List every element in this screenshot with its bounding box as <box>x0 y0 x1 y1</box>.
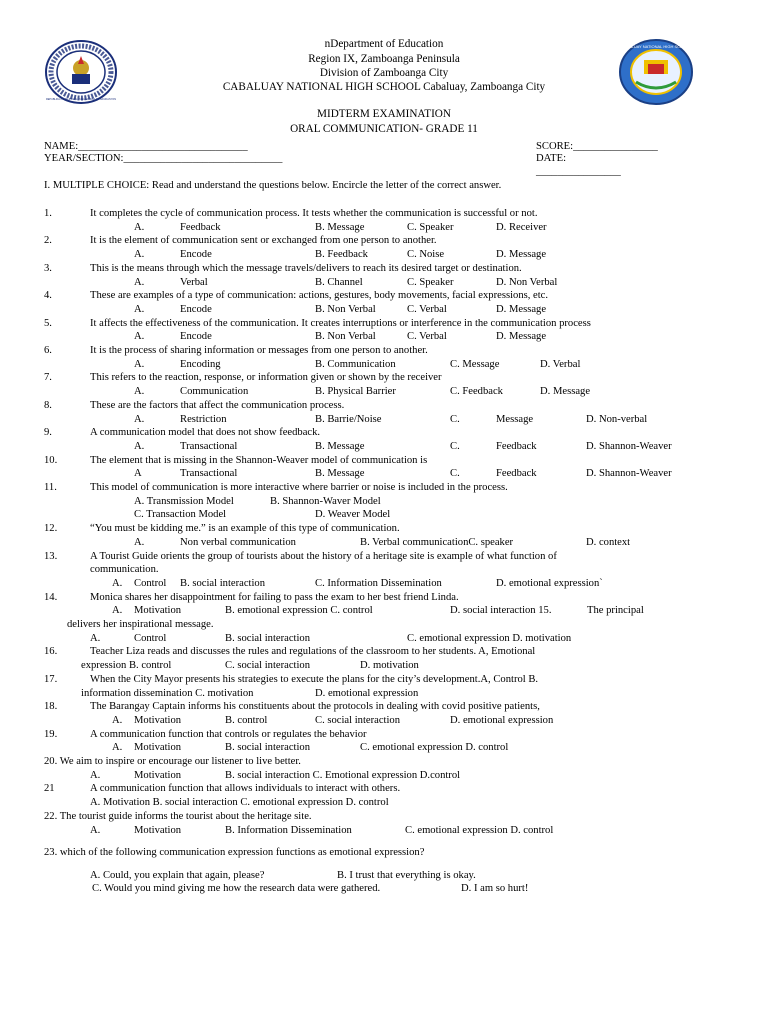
question-number: 14. <box>44 591 58 603</box>
answer-option[interactable]: C. Feedback <box>450 386 503 398</box>
answer-option[interactable]: A. <box>134 221 145 233</box>
answer-option[interactable]: The principal <box>587 605 644 617</box>
question-number: 12. <box>44 523 58 535</box>
instructions: I. MULTIPLE CHOICE: Read and understand the questions below. Encircle the letter of the correct answer. <box>44 180 502 191</box>
answer-option[interactable]: Motivation <box>134 824 182 836</box>
question-number: 22. The tourist guide informs the tourist about the heritage site. <box>44 810 312 822</box>
answer-option[interactable]: C. emotional expression D. motivation <box>407 632 572 644</box>
answer-option[interactable]: B. Feedback <box>315 249 368 261</box>
answer-option[interactable]: A. <box>134 249 145 261</box>
question-text: The element that is missing in the Shannon-Weaver model of communication is <box>90 454 428 466</box>
question-text: It affects the effectiveness of the communication. It creates interruptions or interference in the communication process <box>90 317 591 329</box>
answer-option[interactable]: A. Transmission Model <box>134 495 234 507</box>
exam-subject: ORAL COMMUNICATION- GRADE 11 <box>290 123 478 135</box>
answer-option[interactable]: B. Message <box>315 440 365 452</box>
answer-option[interactable]: D. I am so hurt! <box>461 883 529 895</box>
answer-option[interactable]: B. I trust that everything is okay. <box>337 869 476 881</box>
answer-option[interactable]: Motivation <box>134 605 182 617</box>
answer-option[interactable]: D. emotional expression <box>450 714 554 726</box>
answer-option[interactable]: Encode <box>180 249 212 261</box>
answer-option[interactable]: A <box>134 468 142 480</box>
date-line[interactable]: ________________ <box>536 166 621 177</box>
question-number: 3. <box>44 262 52 274</box>
answer-option[interactable]: B. social interaction C. Emotional expression D.control <box>225 769 461 781</box>
question-text: These are the factors that affect the communication process. <box>90 399 345 411</box>
question-text: Monica shares her disappointment for failing to pass the exam to her best friend Linda. <box>90 591 459 603</box>
question-text: This is the means through which the message travels/delivers to reach its desired target or destination. <box>90 262 522 274</box>
year-section-field[interactable]: YEAR/SECTION:______________________________ <box>44 153 283 164</box>
answer-option[interactable]: B. social interaction <box>180 577 266 589</box>
question-text: A communication function that controls or regulates the behavior <box>90 728 367 740</box>
answer-option[interactable]: A. <box>112 577 123 589</box>
answer-option[interactable]: delivers her inspirational message. <box>67 619 214 630</box>
question-number: 16. <box>44 646 58 658</box>
header-region: Region IX, Zamboanga Peninsula <box>308 53 460 65</box>
answer-option[interactable]: D. Non-verbal <box>586 413 648 425</box>
answer-option[interactable]: C. Verbal <box>407 303 447 315</box>
question-text: When the City Mayor presents his strategies to execute the plans for the city’s development.A, Control B. <box>90 673 539 685</box>
question-number: 11. <box>44 482 57 493</box>
answer-option[interactable]: Control <box>134 577 167 589</box>
answer-option[interactable]: A. <box>134 386 145 398</box>
answer-option[interactable]: A. <box>134 358 145 370</box>
answer-option[interactable]: A. Could, you explain that again, please? <box>90 869 265 881</box>
header-school: CABALUAY NATIONAL HIGH SCHOOL Cabaluay, Zamboanga City <box>222 81 546 93</box>
answer-option[interactable]: C. emotional expression D. control <box>405 824 554 836</box>
question-number: 9. <box>44 427 52 439</box>
exam-title: MIDTERM EXAMINATION <box>317 108 451 120</box>
question-text: A Tourist Guide orients the group of tourists about the history of a heritage site is example of what function of <box>90 550 557 562</box>
answer-option[interactable]: Motivation <box>134 742 182 754</box>
question-number: 19. <box>44 728 58 740</box>
answer-option[interactable]: A. <box>90 632 101 644</box>
header-division: Division of Zamboanga City <box>319 67 449 79</box>
answer-option[interactable]: B. control <box>225 714 268 726</box>
answer-option[interactable]: A. <box>134 536 145 548</box>
answer-option[interactable]: D. Message <box>496 331 547 343</box>
answer-option[interactable]: information dissemination C. motivation <box>81 687 254 699</box>
name-field[interactable]: NAME:________________________________ <box>44 141 248 152</box>
question-text: It completes the cycle of communication process. It tests whether the communication is successful or not. <box>90 208 538 219</box>
answer-option[interactable]: Feedback <box>496 440 537 452</box>
question-text: Teacher Liza reads and discusses the rules and regulations of the classroom to her students. A, Emotional <box>90 646 536 658</box>
answer-option[interactable]: D. Verbal <box>540 358 581 370</box>
answer-option[interactable]: Motivation <box>134 769 182 781</box>
answer-option[interactable]: B. Barrie/Noise <box>315 413 382 425</box>
answer-option[interactable]: B. Information Dissemination <box>225 824 352 836</box>
answer-option[interactable]: Message <box>496 413 534 425</box>
answer-option[interactable]: C. Speaker <box>407 276 454 288</box>
answer-option[interactable]: D. emotional expression` <box>496 577 603 589</box>
answer-option[interactable]: A. <box>112 742 123 754</box>
answer-option[interactable]: Encoding <box>180 358 221 370</box>
answer-option[interactable]: Non verbal communication <box>180 536 296 548</box>
seal-text: REPUBLIKA NG PILIPINAS · KAGAWARAN NG EDUKASYON <box>45 98 117 101</box>
answer-option[interactable]: D. Shannon-Weaver <box>586 440 672 452</box>
answer-option[interactable]: A. <box>134 276 145 288</box>
answer-option[interactable]: D. social interaction 15. <box>450 605 552 617</box>
answer-option[interactable]: A. <box>90 769 101 781</box>
answer-option[interactable]: D. Weaver Model <box>315 509 391 521</box>
answer-option[interactable]: B. Message <box>315 221 365 233</box>
answer-option[interactable]: Transactional <box>180 440 238 452</box>
answer-option[interactable]: C. <box>450 468 460 480</box>
answer-option[interactable]: B. Communication <box>315 358 396 370</box>
answer-option[interactable]: Encode <box>180 303 212 315</box>
answer-option[interactable]: B. Verbal communicationC. speaker <box>360 536 514 548</box>
answer-option[interactable]: Communication <box>180 386 249 398</box>
answer-option[interactable]: D. Message <box>496 303 547 315</box>
score-field[interactable]: SCORE:________________ <box>536 141 658 152</box>
question-number: 1. <box>44 208 52 219</box>
question-text: It is the process of sharing information or messages from one person to another. <box>90 345 428 356</box>
answer-option[interactable]: A. <box>134 303 145 315</box>
answer-option[interactable]: B. social interaction <box>225 632 311 644</box>
answer-option[interactable]: C. <box>450 413 460 425</box>
question-number: 7. <box>44 372 52 384</box>
answer-option[interactable]: Transactional <box>180 468 238 480</box>
answer-option[interactable]: C. social interaction <box>315 714 401 726</box>
answer-option[interactable]: B. Channel <box>315 276 363 288</box>
question-number: 21 <box>44 783 55 795</box>
answer-option[interactable]: B. Message <box>315 468 365 480</box>
answer-option[interactable]: Control <box>134 632 167 644</box>
answer-option[interactable]: D. Message <box>496 249 547 261</box>
question-number: 4. <box>44 290 52 302</box>
answer-option[interactable]: C. Verbal <box>407 331 447 343</box>
seal-text: CABALUAY NATIONAL HIGH SCHOOL <box>620 44 692 49</box>
answer-option[interactable]: B. social interaction <box>225 742 311 754</box>
question-text: It is the element of communication sent or exchanged from one person to another. <box>90 235 437 247</box>
answer-option[interactable]: Feedback <box>496 468 537 480</box>
question-number: 5. <box>44 317 52 329</box>
answer-option[interactable]: Encode <box>180 331 212 343</box>
answer-option[interactable]: D. Non Verbal <box>496 276 558 288</box>
answer-option[interactable]: D. context <box>586 536 631 548</box>
answer-option[interactable]: A. <box>134 440 145 452</box>
answer-option[interactable]: expression B. control <box>81 660 172 672</box>
answer-option[interactable]: communication. <box>90 564 159 576</box>
answer-option[interactable]: C. Information Dissemination <box>315 577 442 589</box>
question-number: 23. which of the following communication expression functions as emotional expression? <box>44 847 425 859</box>
answer-option[interactable]: A. <box>90 824 101 836</box>
answer-option[interactable]: B. Shannon-Waver Model <box>270 495 381 507</box>
answer-option[interactable]: C. emotional expression D. control <box>360 742 509 754</box>
answer-option[interactable]: Restriction <box>180 413 227 425</box>
answer-option[interactable]: B. Physical Barrier <box>315 386 396 398</box>
answer-option[interactable]: C. Would you mind giving me how the research data were gathered. <box>92 883 381 895</box>
question-text: “You must be kidding me.” is an example of this type of communication. <box>90 523 400 535</box>
answer-option[interactable]: A. <box>112 714 123 726</box>
answer-option[interactable]: Verbal <box>180 276 208 288</box>
question-text: This refers to the reaction, response, or information given or shown by the receiver <box>90 372 442 384</box>
answer-option[interactable]: C. Message <box>450 358 500 370</box>
question-number: 10. <box>44 454 58 466</box>
answer-option[interactable]: C. Speaker <box>407 221 454 233</box>
answer-option[interactable]: C. Noise <box>407 249 445 261</box>
answer-option[interactable]: B. Non Verbal <box>315 303 376 315</box>
answer-option[interactable]: A. <box>134 331 145 343</box>
question-text: The Barangay Captain informs his constituents about the protocols in dealing with covid positive patients, <box>90 701 540 713</box>
answer-option[interactable]: A. <box>112 605 123 617</box>
answer-option[interactable]: Motivation <box>134 714 182 726</box>
question-number: 20. We aim to inspire or encourage our listener to live better. <box>44 756 301 767</box>
answer-option[interactable]: D. motivation <box>360 660 419 672</box>
question-number: 6. <box>44 345 52 356</box>
question-number: 2. <box>44 235 52 247</box>
question-text: A communication model that does not show feedback. <box>90 427 321 439</box>
header-department: nDepartment of Education <box>324 38 444 50</box>
question-text: These are examples of a type of communication: actions, gestures, body movements, facial expressions, etc. <box>90 290 549 302</box>
answer-option[interactable]: B. emotional expression C. control <box>225 605 373 617</box>
answer-option[interactable]: D. Receiver <box>496 221 547 233</box>
answer-option[interactable]: B. Non Verbal <box>315 331 376 343</box>
answer-option[interactable]: C. social interaction <box>225 660 311 672</box>
answer-option[interactable]: Feedback <box>180 221 221 233</box>
question-number: 17. <box>44 673 58 685</box>
answer-option[interactable]: C. <box>450 440 460 452</box>
question-number: 8. <box>44 399 52 411</box>
answer-option[interactable]: A. Motivation B. social interaction C. emotional expression D. control <box>90 797 389 809</box>
answer-option[interactable]: D. emotional expression <box>315 687 419 699</box>
question-number: 13. <box>44 550 58 562</box>
question-text: A communication function that allows individuals to interact with others. <box>90 783 401 795</box>
answer-option[interactable]: C. Transaction Model <box>134 509 227 521</box>
question-text: This model of communication is more interactive where barrier or noise is included in the process. <box>90 482 508 493</box>
question-number: 18. <box>44 701 58 713</box>
date-field[interactable]: DATE: <box>536 153 567 164</box>
answer-option[interactable]: D. Shannon-Weaver <box>586 468 672 480</box>
answer-option[interactable]: D. Message <box>540 386 591 398</box>
answer-option[interactable]: A. <box>134 413 145 425</box>
